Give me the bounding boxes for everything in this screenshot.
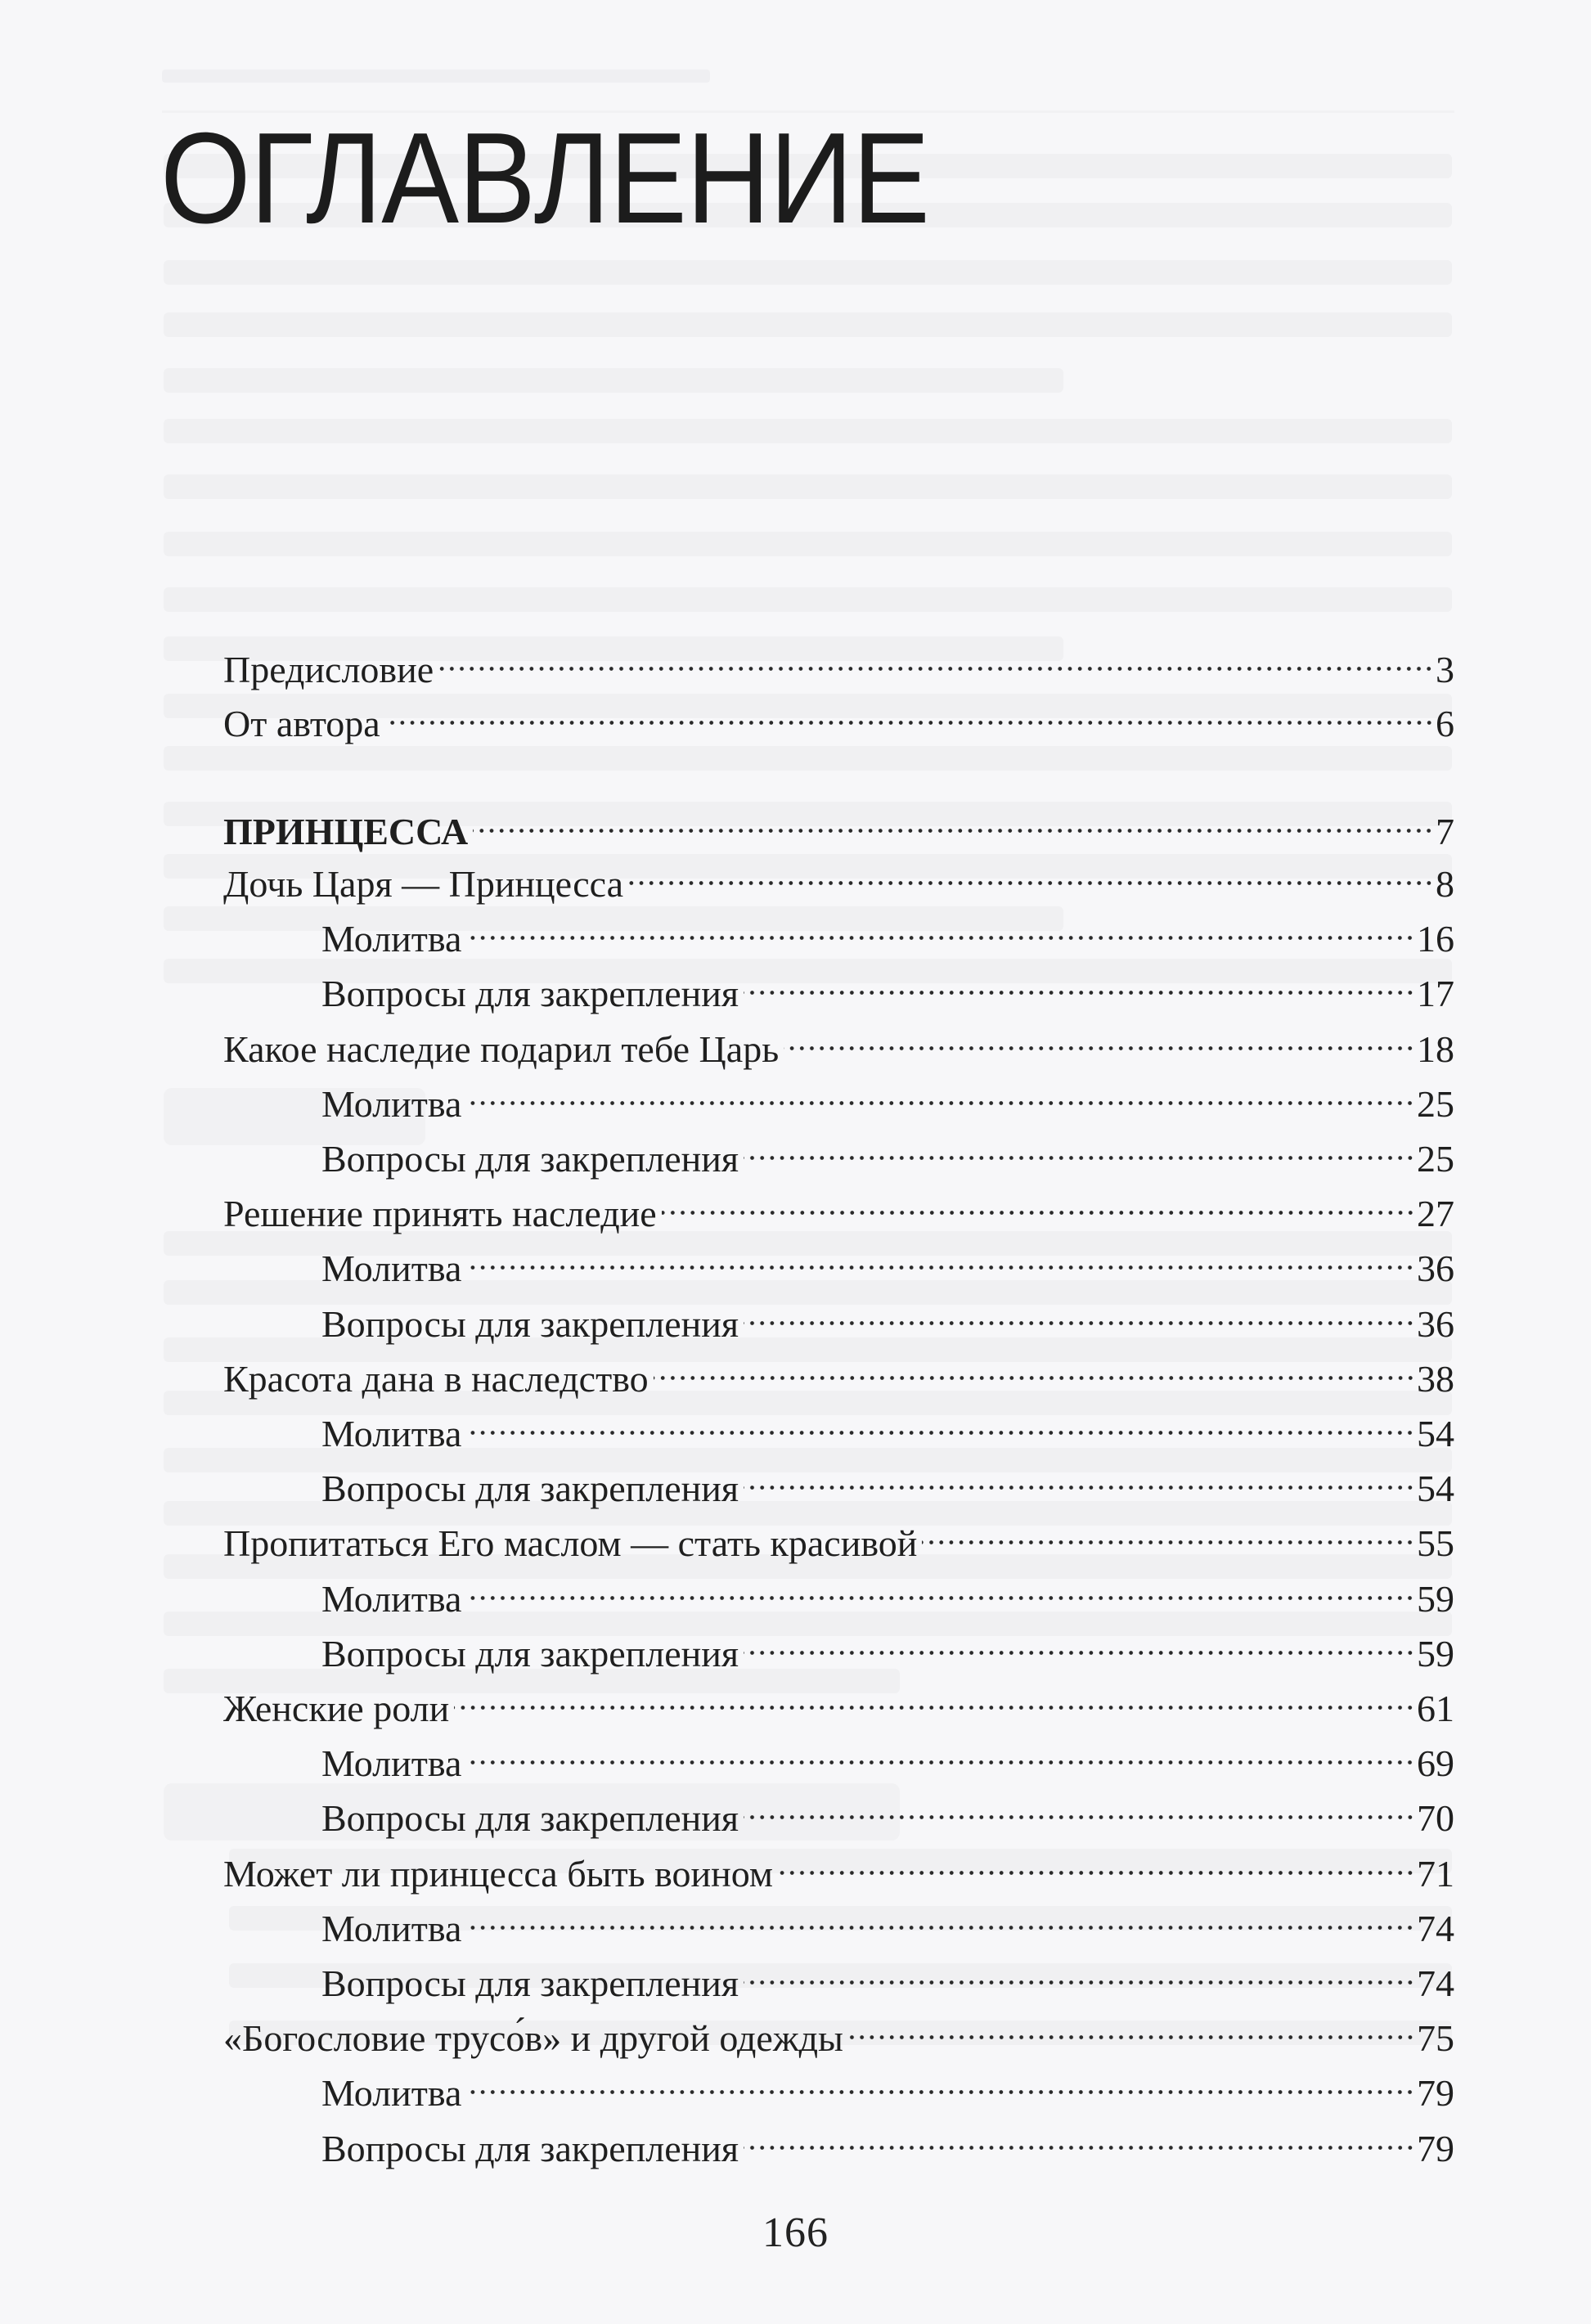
toc-entry-title: Вопросы для закрепления xyxy=(321,2127,739,2169)
toc-page-number: 8 xyxy=(1436,863,1454,905)
toc-entry-title: Молитва xyxy=(321,1907,462,1949)
dot-leader xyxy=(744,1782,1415,1831)
toc-entry-title: Молитва xyxy=(321,918,462,960)
toc-page-number: 70 xyxy=(1417,1797,1454,1840)
toc-page-number: 3 xyxy=(1436,649,1454,690)
toc-entry-section xyxy=(321,1562,1454,1620)
dot-leader xyxy=(784,1013,1415,1062)
dot-leader xyxy=(744,2112,1415,2161)
toc-entry-section xyxy=(321,2112,1454,2169)
toc-entry-title: Молитва xyxy=(321,1742,462,1785)
toc-entry-section xyxy=(321,1782,1454,1840)
toc-entry-section xyxy=(321,1232,1454,1290)
toc-entry-part xyxy=(223,795,1454,852)
toc-entry-chapter xyxy=(223,847,1454,905)
dot-leader xyxy=(744,1288,1415,1337)
dot-leader xyxy=(778,1837,1415,1886)
toc-entry-section xyxy=(321,1288,1454,1345)
toc-entry-section xyxy=(321,902,1454,960)
toc-page-number: 25 xyxy=(1417,1138,1454,1180)
dot-leader xyxy=(454,1672,1415,1721)
page-title: ОГЛАВЛЕНИЕ xyxy=(160,106,929,250)
toc-page-number: 69 xyxy=(1417,1742,1454,1785)
dot-leader xyxy=(466,1892,1415,1941)
toc-page-number: 59 xyxy=(1417,1632,1454,1674)
toc-entry-title: Может ли принцесса быть воином xyxy=(223,1852,773,1895)
toc-entry-chapter xyxy=(223,2002,1454,2060)
toc-entry-title: Молитва xyxy=(321,1247,462,1290)
dot-leader xyxy=(628,847,1434,897)
toc-entry-front xyxy=(223,687,1454,744)
toc-page-number: 74 xyxy=(1417,1962,1454,2004)
toc-entry-section xyxy=(321,1947,1454,2004)
bleed-through-line xyxy=(164,532,1452,556)
toc-entry-chapter xyxy=(223,1507,1454,1565)
dot-leader xyxy=(744,957,1415,1006)
toc-page-number: 54 xyxy=(1417,1413,1454,1454)
toc-entry-title: Предисловие xyxy=(223,649,434,690)
toc-entry-title: Вопросы для закрепления xyxy=(321,1302,739,1345)
bleed-through-line xyxy=(164,419,1452,443)
toc-entry-title: «Богословие трусо́в» и другой одежды xyxy=(223,2017,843,2060)
bleed-through-line xyxy=(164,260,1452,285)
toc-entry-chapter xyxy=(223,1342,1454,1400)
toc-page-number: 7 xyxy=(1436,811,1454,852)
toc-entry-section xyxy=(321,1617,1454,1674)
toc-page-number: 36 xyxy=(1417,1247,1454,1290)
toc-page-number: 54 xyxy=(1417,1468,1454,1510)
toc-entry-title: Вопросы для закрепления xyxy=(321,973,739,1015)
toc-entry-section xyxy=(321,1892,1454,1949)
toc-page-number: 17 xyxy=(1417,973,1454,1015)
toc-entry-chapter xyxy=(223,1837,1454,1895)
toc-page-number: 36 xyxy=(1417,1302,1454,1345)
dot-leader xyxy=(662,1177,1415,1226)
dot-leader xyxy=(466,1397,1415,1446)
dot-leader xyxy=(744,1617,1415,1666)
toc-page-number: 79 xyxy=(1417,2127,1454,2169)
toc-entry-chapter xyxy=(223,1177,1454,1235)
toc-page-number: 38 xyxy=(1417,1357,1454,1400)
toc-page-number: 61 xyxy=(1417,1688,1454,1729)
toc-entry-title: Вопросы для закрепления xyxy=(321,1468,739,1510)
toc-entry-chapter xyxy=(223,1013,1454,1070)
toc-page-number: 25 xyxy=(1417,1082,1454,1125)
dot-leader xyxy=(466,1068,1415,1117)
bleed-through-line xyxy=(164,587,1452,612)
toc-entry-section xyxy=(321,1727,1454,1785)
toc-entry-title: Пропитаться Его маслом — стать красивой xyxy=(223,1522,918,1565)
toc-page-number: 27 xyxy=(1417,1193,1454,1235)
toc-page-number: 75 xyxy=(1417,2017,1454,2060)
toc-entry-title: Вопросы для закрепления xyxy=(321,1797,739,1840)
bleed-through-running-head xyxy=(162,70,710,83)
toc-entry-title: Молитва xyxy=(321,1082,462,1125)
bleed-through-line xyxy=(164,474,1452,499)
toc-entry-title: Вопросы для закрепления xyxy=(321,1962,739,2004)
toc-page-number: 59 xyxy=(1417,1577,1454,1620)
bleed-through-line xyxy=(164,368,1063,393)
dot-leader xyxy=(922,1507,1415,1556)
bleed-through-line xyxy=(164,746,1452,771)
toc-entry-title: Молитва xyxy=(321,1413,462,1454)
toc-entry-section xyxy=(321,1068,1454,1125)
toc-entry-chapter xyxy=(223,1672,1454,1729)
toc-page-number: 71 xyxy=(1417,1852,1454,1895)
dot-leader xyxy=(744,1122,1415,1171)
toc-entry-section xyxy=(321,2057,1454,2115)
toc-entry-title: Молитва xyxy=(321,1577,462,1620)
dot-leader xyxy=(654,1342,1415,1391)
toc-page-number: 16 xyxy=(1417,918,1454,960)
dot-leader xyxy=(438,633,1434,682)
toc-entry-title: Вопросы для закрепления xyxy=(321,1632,739,1674)
toc-entry-title: Красота дана в наследство xyxy=(223,1357,649,1400)
toc-entry-front xyxy=(223,633,1454,690)
dot-leader xyxy=(466,1232,1415,1281)
toc-page-number: 74 xyxy=(1417,1907,1454,1949)
toc-entry-title: Молитва xyxy=(321,2072,462,2115)
toc-entry-title: Вопросы для закрепления xyxy=(321,1138,739,1180)
dot-leader xyxy=(744,1947,1415,1996)
toc-entry-title: Какое наследие подарил тебе Царь xyxy=(223,1027,780,1070)
dot-leader xyxy=(744,1452,1415,1501)
toc-entry-section xyxy=(321,1122,1454,1180)
toc-entry-title: Женские роли xyxy=(223,1688,450,1729)
dot-leader xyxy=(466,1727,1415,1776)
toc-page-number: 6 xyxy=(1436,703,1454,744)
dot-leader xyxy=(385,687,1434,736)
toc-entry-title: ПРИНЦЕССА xyxy=(223,811,469,852)
toc-entry-section xyxy=(321,1397,1454,1454)
dot-leader xyxy=(473,795,1434,844)
toc-entry-section xyxy=(321,957,1454,1015)
dot-leader xyxy=(466,2057,1415,2106)
dot-leader xyxy=(466,1562,1415,1612)
page-number: 166 xyxy=(762,2209,829,2256)
toc-page-number: 18 xyxy=(1417,1027,1454,1070)
toc-entry-title: Решение принять наследие xyxy=(223,1193,657,1235)
dot-leader xyxy=(466,902,1415,951)
toc-entry-title: От автора xyxy=(223,703,380,744)
toc-page-number: 79 xyxy=(1417,2072,1454,2115)
toc-entry-title: Дочь Царя — Принцесса xyxy=(223,863,624,905)
bleed-through-line xyxy=(164,312,1452,337)
dot-leader xyxy=(848,2002,1415,2051)
toc-entry-section xyxy=(321,1452,1454,1510)
toc-page-number: 55 xyxy=(1417,1522,1454,1565)
